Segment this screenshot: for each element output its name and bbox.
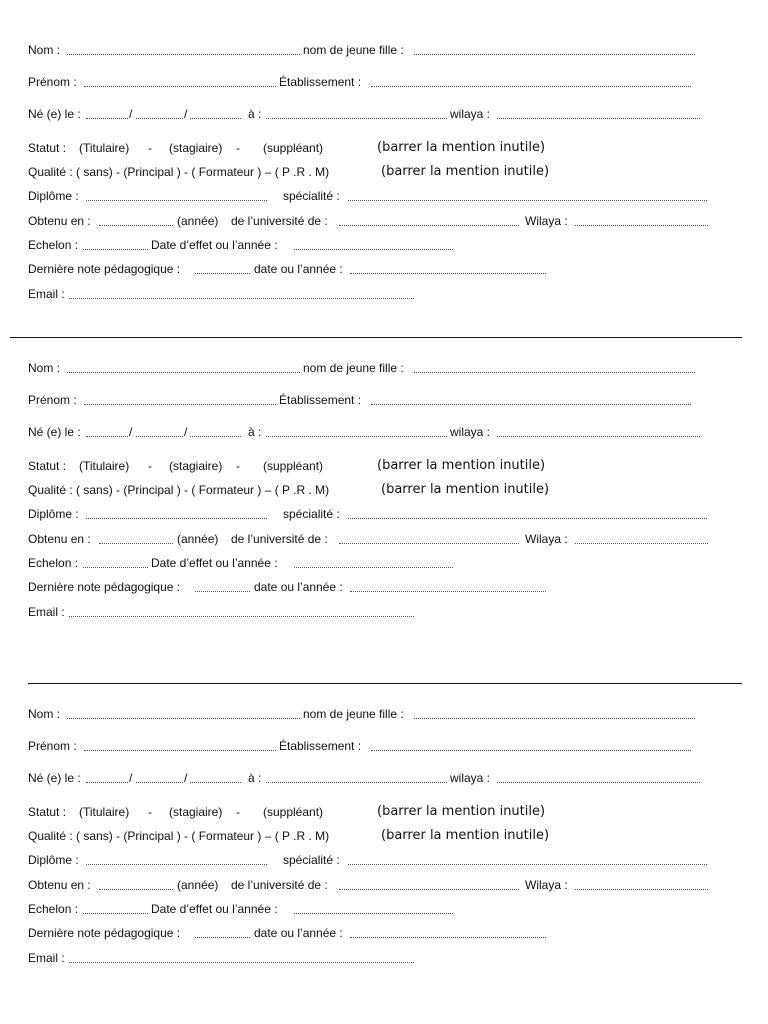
annee-naissance-field[interactable] <box>190 118 241 119</box>
universite-field[interactable] <box>339 225 519 226</box>
row-statut <box>0 140 768 156</box>
label-specialite: spécialité : <box>283 189 340 203</box>
label-annee: (année) <box>177 878 219 892</box>
row-obtenu <box>0 531 768 547</box>
universite-field[interactable] <box>339 543 519 544</box>
option-suppleant: (suppléant) <box>263 459 324 473</box>
label-echelon: Echelon : <box>28 902 79 916</box>
echelon-field[interactable] <box>83 913 148 914</box>
label-lieu: à : <box>248 107 262 121</box>
diplome-field[interactable] <box>86 518 267 519</box>
label-specialite: spécialité : <box>283 507 340 521</box>
label-ne-le: Né (e) le : <box>28 771 81 785</box>
row-nom <box>0 360 768 376</box>
label-ne-le: Né (e) le : <box>28 107 81 121</box>
mois-field[interactable] <box>136 118 183 119</box>
label-annee: (année) <box>177 532 219 546</box>
separator: - <box>148 459 152 473</box>
separator: - <box>148 141 152 155</box>
label-prenom: Prénom : <box>28 393 77 407</box>
label-wilaya: wilaya : <box>450 107 491 121</box>
row-email <box>0 950 768 966</box>
note-barrer: (barrer la mention inutile) <box>381 482 550 497</box>
label-date-effet: Date d’effet ou l’année : <box>151 238 278 252</box>
wilaya-universite-field[interactable] <box>575 543 708 544</box>
mois-field[interactable] <box>136 436 183 437</box>
row-prenom <box>0 74 768 90</box>
date-note-field[interactable] <box>350 937 546 938</box>
nom-jeune-fille-field[interactable] <box>414 372 695 373</box>
label-nom: Nom : <box>28 361 61 375</box>
row-prenom <box>0 392 768 408</box>
separator: - <box>236 459 240 473</box>
label-annee: (année) <box>177 214 219 228</box>
row-qualite <box>0 482 768 498</box>
diplome-field[interactable] <box>86 200 267 201</box>
row-nom <box>0 706 768 722</box>
row-note <box>0 261 768 277</box>
separator: - <box>236 141 240 155</box>
label-wilaya-universite: Wilaya : <box>525 878 568 892</box>
row-naissance <box>0 424 768 440</box>
date-note-field[interactable] <box>350 273 546 274</box>
label-obtenu-en: Obtenu en : <box>28 532 91 546</box>
label-nom-jeune-fille: nom de jeune fille : <box>303 361 404 375</box>
etablissement-field[interactable] <box>371 750 691 751</box>
label-email: Email : <box>28 287 65 301</box>
date-separator: / <box>129 425 133 439</box>
row-diplome <box>0 188 768 204</box>
lieu-field[interactable] <box>266 782 447 783</box>
row-diplome <box>0 852 768 868</box>
separator-line-1 <box>10 337 742 338</box>
email-field[interactable] <box>69 962 414 963</box>
obtenu-annee-field[interactable] <box>99 543 173 544</box>
label-diplome: Diplôme : <box>28 507 79 521</box>
row-qualite <box>0 164 768 180</box>
specialite-field[interactable] <box>348 864 707 865</box>
nom-field[interactable] <box>67 54 300 55</box>
jour-field[interactable] <box>86 436 128 437</box>
option-suppleant: (suppléant) <box>263 805 324 819</box>
label-lieu: à : <box>248 771 262 785</box>
date-separator: / <box>129 107 133 121</box>
note-barrer: (barrer la mention inutile) <box>381 828 550 843</box>
label-universite: de l’université de : <box>231 878 328 892</box>
label-ne-le: Né (e) le : <box>28 425 81 439</box>
label-prenom: Prénom : <box>28 75 77 89</box>
option-suppleant: (suppléant) <box>263 141 324 155</box>
row-obtenu <box>0 213 768 229</box>
row-qualite <box>0 828 768 844</box>
label-lieu: à : <box>248 425 262 439</box>
label-diplome: Diplôme : <box>28 189 79 203</box>
note-barrer: (barrer la mention inutile) <box>377 140 546 155</box>
lieu-field[interactable] <box>266 118 447 119</box>
option-stagiaire: (stagiaire) <box>169 459 223 473</box>
row-prenom <box>0 738 768 754</box>
label-derniere-note: Dernière note pédagogique : <box>28 926 181 940</box>
nom-jeune-fille-field[interactable] <box>414 54 695 55</box>
option-titulaire: (Titulaire) <box>79 805 130 819</box>
note-barrer: (barrer la mention inutile) <box>381 164 550 179</box>
note-field[interactable] <box>195 937 250 938</box>
option-titulaire: (Titulaire) <box>79 141 130 155</box>
label-etablissement: Établissement : <box>279 75 362 89</box>
label-date-note: date ou l’année : <box>254 580 343 594</box>
jour-field[interactable] <box>86 118 128 119</box>
echelon-field[interactable] <box>83 249 148 250</box>
row-nom <box>0 42 768 58</box>
obtenu-annee-field[interactable] <box>99 889 173 890</box>
diplome-field[interactable] <box>86 864 267 865</box>
label-email: Email : <box>28 951 65 965</box>
note-field[interactable] <box>195 273 250 274</box>
echelon-field[interactable] <box>83 567 148 568</box>
email-field[interactable] <box>69 298 414 299</box>
label-nom: Nom : <box>28 43 61 57</box>
label-statut: Statut : <box>28 141 67 155</box>
separator: - <box>236 805 240 819</box>
row-note <box>0 579 768 595</box>
row-email <box>0 286 768 302</box>
date-separator: / <box>184 107 188 121</box>
label-qualite-options: Qualité : ( sans) - (Principal ) - ( Formateur ) – ( P .R . M) <box>28 829 330 843</box>
specialite-field[interactable] <box>348 518 707 519</box>
label-diplome: Diplôme : <box>28 853 79 867</box>
label-nom: Nom : <box>28 707 61 721</box>
label-universite: de l’université de : <box>231 532 328 546</box>
option-stagiaire: (stagiaire) <box>169 805 223 819</box>
universite-field[interactable] <box>339 889 519 890</box>
row-echelon <box>0 555 768 571</box>
wilaya-field[interactable] <box>497 436 700 437</box>
date-separator: / <box>184 425 188 439</box>
row-naissance <box>0 106 768 122</box>
wilaya-field[interactable] <box>497 782 700 783</box>
prenom-field[interactable] <box>84 750 276 751</box>
label-date-effet: Date d’effet ou l’année : <box>151 902 278 916</box>
row-naissance <box>0 770 768 786</box>
label-email: Email : <box>28 605 65 619</box>
specialite-field[interactable] <box>348 200 707 201</box>
label-echelon: Echelon : <box>28 238 79 252</box>
label-wilaya: wilaya : <box>450 771 491 785</box>
row-diplome <box>0 506 768 522</box>
separator: - <box>148 805 152 819</box>
email-field[interactable] <box>69 616 414 617</box>
label-derniere-note: Dernière note pédagogique : <box>28 262 181 276</box>
label-nom-jeune-fille: nom de jeune fille : <box>303 707 404 721</box>
date-separator: / <box>129 771 133 785</box>
label-wilaya-universite: Wilaya : <box>525 532 568 546</box>
label-universite: de l’université de : <box>231 214 328 228</box>
date-separator: / <box>184 771 188 785</box>
wilaya-universite-field[interactable] <box>575 225 708 226</box>
wilaya-field[interactable] <box>497 118 700 119</box>
date-effet-field[interactable] <box>294 913 453 914</box>
note-field[interactable] <box>195 591 250 592</box>
label-date-effet: Date d’effet ou l’année : <box>151 556 278 570</box>
label-qualite-options: Qualité : ( sans) - (Principal ) - ( Formateur ) – ( P .R . M) <box>28 483 330 497</box>
nom-field[interactable] <box>67 372 300 373</box>
mois-field[interactable] <box>136 782 183 783</box>
label-nom-jeune-fille: nom de jeune fille : <box>303 43 404 57</box>
label-derniere-note: Dernière note pédagogique : <box>28 580 181 594</box>
row-statut <box>0 458 768 474</box>
row-echelon <box>0 237 768 253</box>
option-stagiaire: (stagiaire) <box>169 141 223 155</box>
note-barrer: (barrer la mention inutile) <box>377 458 546 473</box>
date-effet-field[interactable] <box>294 567 453 568</box>
nom-jeune-fille-field[interactable] <box>414 718 695 719</box>
note-barrer: (barrer la mention inutile) <box>377 804 546 819</box>
nom-field[interactable] <box>67 718 300 719</box>
etablissement-field[interactable] <box>371 404 691 405</box>
annee-naissance-field[interactable] <box>190 436 241 437</box>
annee-naissance-field[interactable] <box>190 782 241 783</box>
label-obtenu-en: Obtenu en : <box>28 214 91 228</box>
label-specialite: spécialité : <box>283 853 340 867</box>
row-echelon <box>0 901 768 917</box>
option-titulaire: (Titulaire) <box>79 459 130 473</box>
label-date-note: date ou l’année : <box>254 262 343 276</box>
date-effet-field[interactable] <box>294 249 453 250</box>
prenom-field[interactable] <box>84 404 276 405</box>
row-obtenu <box>0 877 768 893</box>
label-obtenu-en: Obtenu en : <box>28 878 91 892</box>
row-email <box>0 604 768 620</box>
obtenu-annee-field[interactable] <box>99 225 173 226</box>
label-etablissement: Établissement : <box>279 739 362 753</box>
lieu-field[interactable] <box>266 436 447 437</box>
label-prenom: Prénom : <box>28 739 77 753</box>
separator-line-2 <box>28 683 742 684</box>
wilaya-universite-field[interactable] <box>575 889 708 890</box>
label-wilaya-universite: Wilaya : <box>525 214 568 228</box>
label-echelon: Echelon : <box>28 556 79 570</box>
label-qualite-options: Qualité : ( sans) - (Principal ) - ( Formateur ) – ( P .R . M) <box>28 165 330 179</box>
row-statut <box>0 804 768 820</box>
label-statut: Statut : <box>28 805 67 819</box>
jour-field[interactable] <box>86 782 128 783</box>
label-etablissement: Établissement : <box>279 393 362 407</box>
row-note <box>0 925 768 941</box>
label-date-note: date ou l’année : <box>254 926 343 940</box>
label-wilaya: wilaya : <box>450 425 491 439</box>
date-note-field[interactable] <box>350 591 546 592</box>
etablissement-field[interactable] <box>371 86 691 87</box>
prenom-field[interactable] <box>84 86 276 87</box>
label-statut: Statut : <box>28 459 67 473</box>
